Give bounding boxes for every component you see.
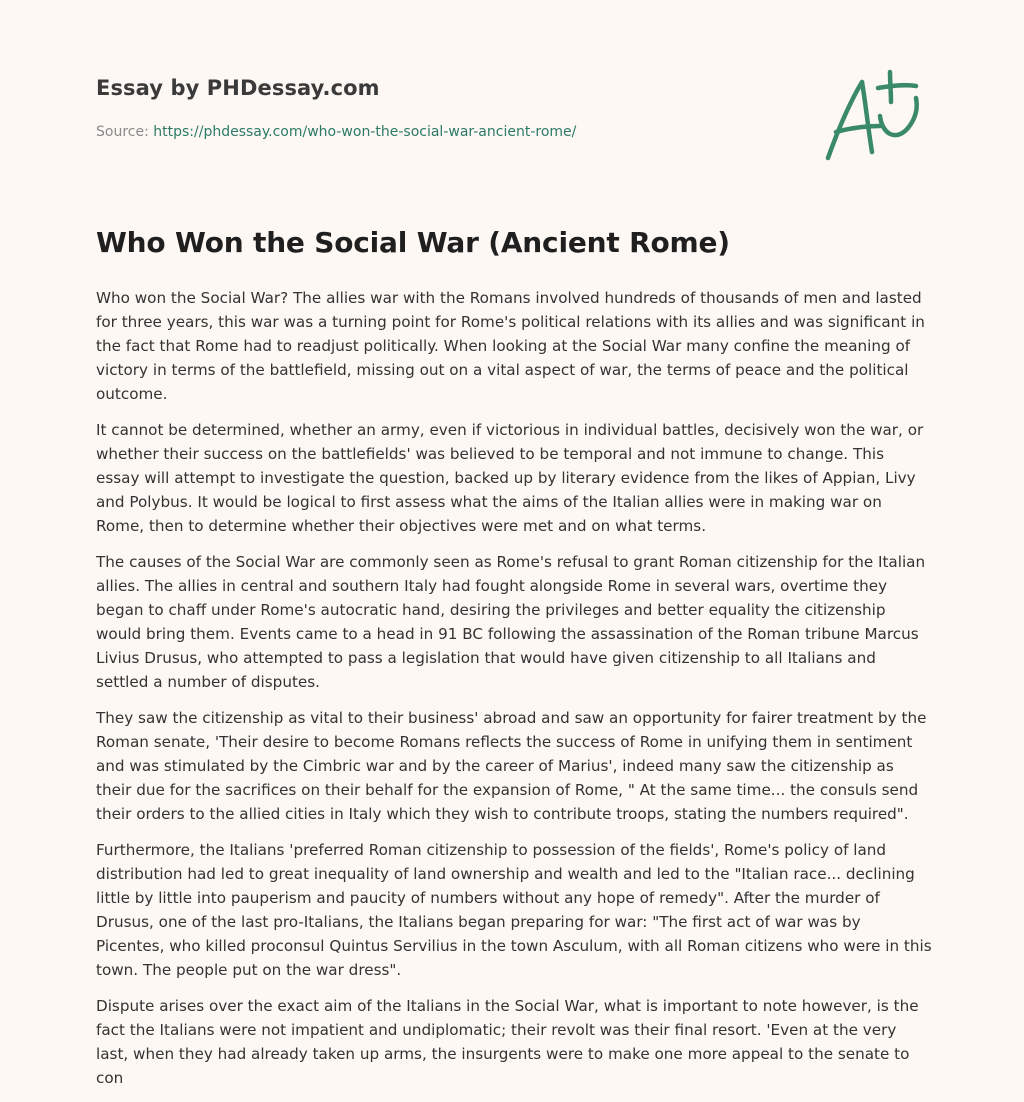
paragraph-2: It cannot be determined, whether an army, even if victorious in individual battles, decisively won the war, or whether their success on the battlefields' was believed to be temporal and not immune to change. This essay will attempt to investigate the question, backed up by literary evidence from the likes of Appian, Livy and Polybus. It would be logical to first assess what the aims of the Italian allies were in making war on Rome, then to determine whether their objectives were met and on what terms. <box>96 421 924 535</box>
paragraph-6: Dispute arises over the exact aim of the Italians in the Social War, what is important to note however, is the fact the Italians were not impatient and undiplomatic; their revolt was their final resort. 'Even at the very last, when they had already taken up arms, the insurgents were to make one more appeal to the senate to con <box>96 997 919 1087</box>
source-line <box>96 124 576 140</box>
a-plus-grade-icon <box>820 68 930 164</box>
source-link[interactable]: https://phdessay.com/who-won-the-social-war-ancient-rome/ <box>153 124 577 140</box>
paragraph-3: The causes of the Social War are commonly seen as Rome's refusal to grant Roman citizenship for the Italian allies. The allies in central and southern Italy had fought alongside Rome in several wars, overtime they began to chaff under Rome's autocratic hand, desiring the privileges and better equality the citizenship would bring them. Events came to a head in 91 BC following the assassination of the Roman tribune Marcus Livius Drusus, who attempted to pass a legislation that would have given citizenship to all Italians and settled a number of disputes. <box>96 553 926 691</box>
article-body <box>96 286 932 1102</box>
paragraph-1: Who won the Social War? The allies war with the Romans involved hundreds of thousands of men and lasted for three years, this war was a turning point for Rome's political relations with its allies and was significant in the fact that Rome had to readjust politically. When looking at the Social War many confine the meaning of victory in terms of the battlefield, missing out on a vital aspect of war, the terms of peace and the political outcome. <box>96 289 925 403</box>
paragraph-5: Furthermore, the Italians 'preferred Roman citizenship to possession of the fields', Rome's policy of land distribution had led to great inequality of land ownership and wealth and led to the "Italian race... declining little by little into pauperism and paucity of numbers without any hope of remedy". After the murder of Drusus, one of the last pro-Italians, the Italians began preparing for war: "The first act of war was by Picentes, who killed proconsul Quintus Servilius in the town Asculum, with all Roman citizens who were in this town. The people put on the war dress". <box>96 841 932 979</box>
paragraph-4: They saw the citizenship as vital to their business' abroad and saw an opportunity for fairer treatment by the Roman senate, 'Their desire to become Romans reflects the success of Rome in unifying them in sentiment and was stimulated by the Cimbric war and by the career of Marius', indeed many saw the citizenship as their due for the sacrifices on their behalf for the expansion of Rome, " At the same time... the consuls send their orders to the allied cities in Italy which they wish to contribute troops, stating the numbers required". <box>96 709 927 823</box>
page-title: Who Won the Social War (Ancient Rome) <box>96 226 730 259</box>
source-label: Source: <box>96 124 149 140</box>
site-brand: Essay by PHDessay.com <box>96 76 380 100</box>
